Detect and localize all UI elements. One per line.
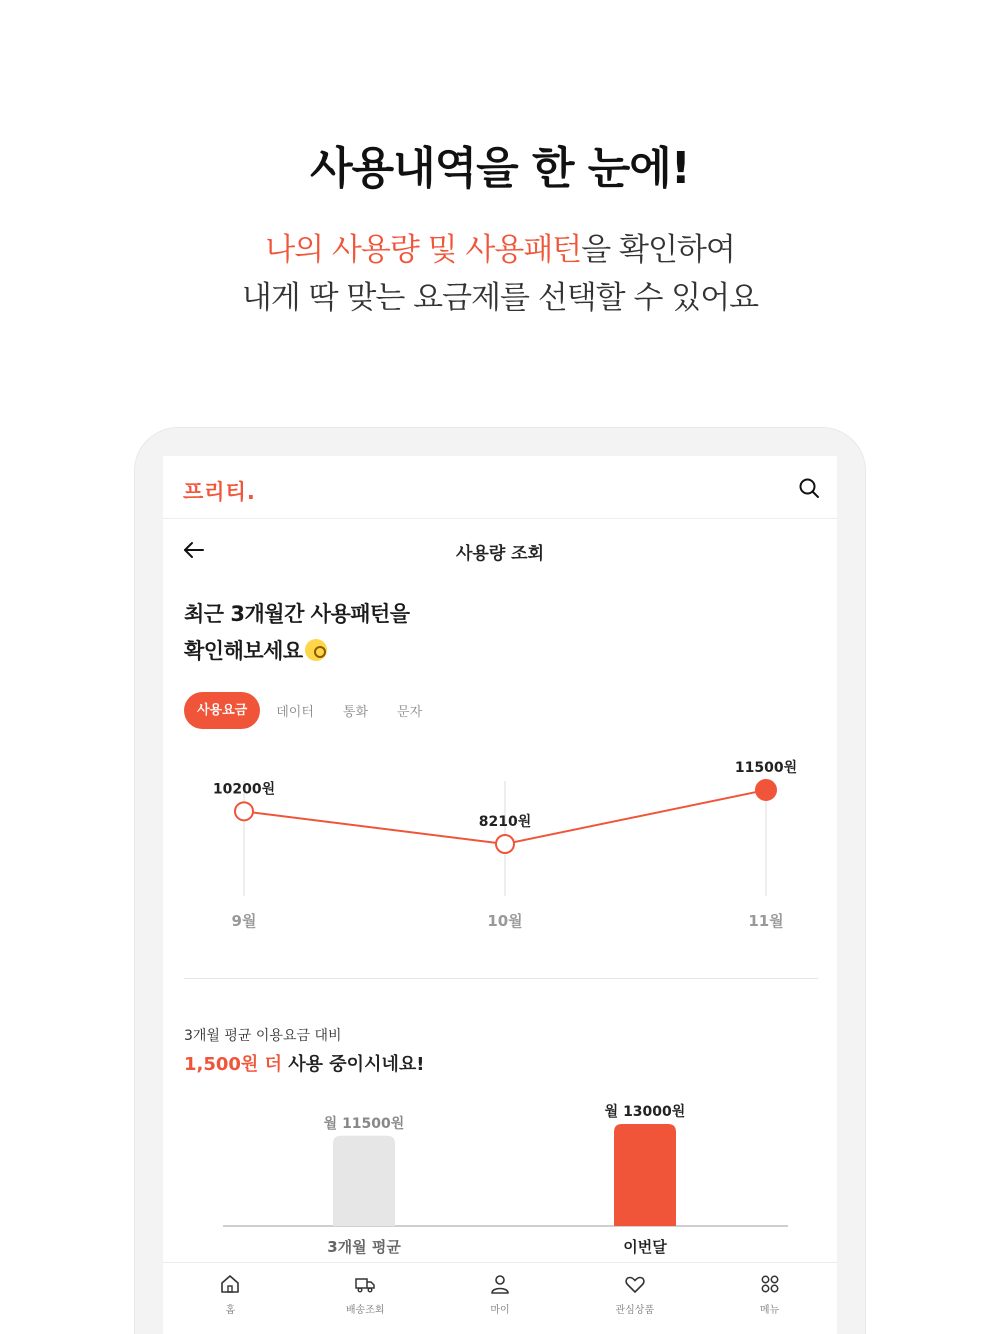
nav-delivery-label: 배송조회 bbox=[345, 1305, 385, 1316]
data-point bbox=[496, 835, 514, 853]
menu-grid-icon bbox=[759, 1273, 781, 1295]
search-icon[interactable] bbox=[797, 476, 821, 500]
headline-line2: 확인해보세요 bbox=[184, 639, 303, 663]
bar-value-label: 월 13000원 bbox=[604, 1104, 686, 1120]
nav-wishlist[interactable] bbox=[567, 1263, 702, 1334]
data-label: 8210원 bbox=[478, 814, 532, 830]
comparison-rest: 사용 중이시네요! bbox=[281, 1054, 425, 1075]
nav-my-label: 마이 bbox=[490, 1305, 510, 1316]
x-tick-label: 10월 bbox=[487, 912, 523, 930]
home-icon bbox=[219, 1273, 241, 1295]
usage-tabs bbox=[184, 692, 451, 729]
comparison-subtitle: 3개월 평균 이용요금 대비 bbox=[184, 1028, 342, 1044]
brand-logo[interactable]: 프리티. bbox=[183, 480, 256, 504]
comparison-title bbox=[184, 1050, 424, 1076]
comparison-bar-chart bbox=[163, 1092, 837, 1262]
heart-icon bbox=[624, 1273, 646, 1295]
bar-category-label: 이번달 bbox=[623, 1238, 667, 1256]
nav-home[interactable] bbox=[163, 1263, 298, 1334]
promo-highlight: 나의 사용량 및 사용패턴 bbox=[265, 232, 582, 268]
tab-call[interactable]: 통화 bbox=[342, 705, 369, 720]
page-navbar bbox=[163, 519, 837, 581]
app-header bbox=[163, 456, 837, 519]
nav-wishlist-label: 관심상품 bbox=[615, 1305, 655, 1316]
promo-title: 사용내역을 한 눈에! bbox=[310, 143, 690, 194]
data-label: 10200원 bbox=[212, 781, 276, 798]
promo-line1-rest: 을 확인하여 bbox=[581, 232, 735, 268]
headline bbox=[184, 596, 410, 670]
monocle-face-emoji-icon bbox=[305, 639, 327, 661]
person-icon bbox=[489, 1273, 511, 1295]
usage-line-chart bbox=[163, 746, 837, 946]
promo-line2: 내게 딱 맞는 요금제를 선택할 수 있어요 bbox=[241, 280, 759, 316]
nav-menu-label: 메뉴 bbox=[759, 1305, 780, 1316]
nav-home-label: 홈 bbox=[225, 1305, 236, 1316]
data-label: 11500원 bbox=[734, 760, 798, 776]
delivery-truck-icon bbox=[354, 1273, 376, 1295]
bottom-navigation bbox=[163, 1262, 837, 1334]
nav-delivery[interactable] bbox=[298, 1263, 433, 1334]
tab-fee[interactable]: 사용요금 bbox=[184, 692, 260, 729]
bar bbox=[614, 1124, 676, 1226]
nav-my[interactable] bbox=[433, 1263, 568, 1334]
nav-menu[interactable] bbox=[702, 1263, 837, 1334]
tab-data[interactable]: 데이터 bbox=[276, 705, 314, 720]
headline-line1: 최근 3개월간 사용패턴을 bbox=[184, 602, 410, 626]
data-point bbox=[235, 802, 253, 820]
data-point bbox=[756, 780, 776, 800]
bar-value-label: 월 11500원 bbox=[323, 1115, 405, 1132]
tab-sms[interactable]: 문자 bbox=[397, 705, 423, 720]
x-tick-label: 9월 bbox=[231, 912, 257, 930]
x-tick-label: 11월 bbox=[748, 912, 784, 930]
comparison-highlight: 1,500원 더 bbox=[184, 1054, 282, 1075]
promo-subtitle bbox=[0, 226, 1000, 322]
page-title: 사용량 조회 bbox=[455, 544, 545, 564]
bar bbox=[333, 1136, 395, 1226]
section-divider bbox=[184, 978, 818, 979]
bar-category-label: 3개월 평균 bbox=[327, 1238, 401, 1256]
app-screen bbox=[163, 456, 837, 1334]
